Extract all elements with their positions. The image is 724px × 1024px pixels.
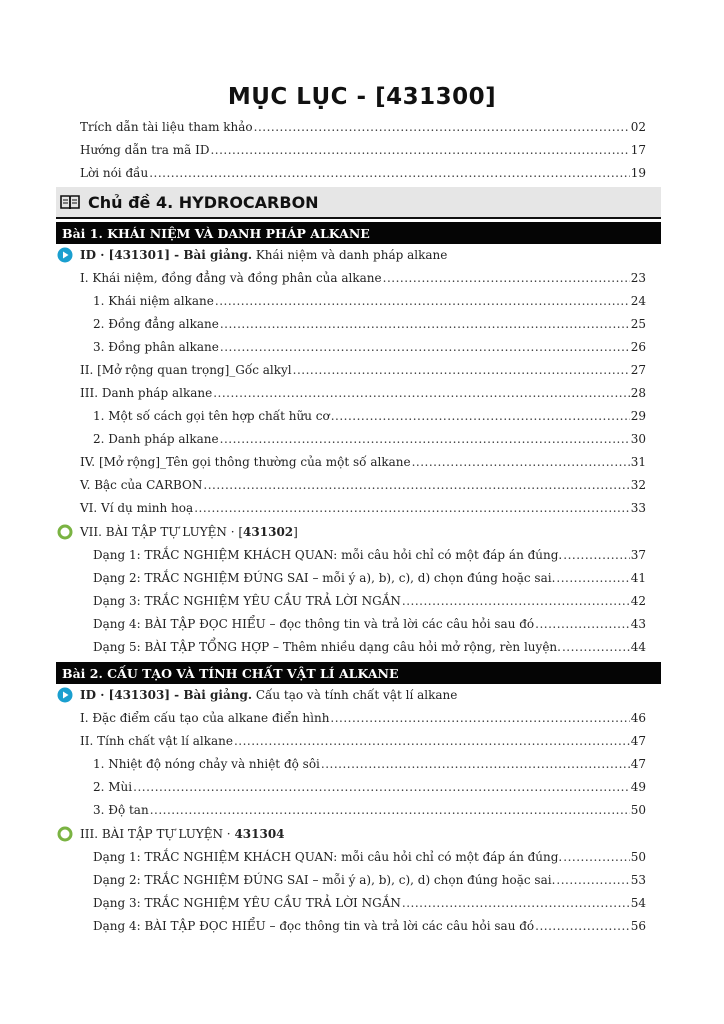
entry-label: I. Khái niệm, đồng đẳng và đồng phân của alkane (80, 271, 382, 285)
page-number: 54 (630, 896, 646, 910)
entry-label: VI. Ví dụ minh hoạ (80, 501, 194, 515)
practice-id: 431302 (243, 525, 294, 539)
toc-entry[interactable] (0, 452, 724, 474)
toc-entry[interactable] (0, 291, 724, 313)
page-number: 02 (630, 120, 646, 134)
toc-entry[interactable] (0, 360, 724, 382)
toc-entry[interactable] (0, 870, 724, 892)
leader-dots (133, 780, 630, 794)
leader-dots (412, 455, 630, 469)
toc-entry[interactable] (0, 637, 724, 659)
toc-entry[interactable] (0, 754, 724, 776)
toc-entry[interactable] (0, 383, 724, 405)
page-title: MỤC LỤC - [431300] (227, 84, 497, 110)
page-number: 37 (630, 548, 646, 562)
lecture-title: Cấu tạo và tính chất vật lí alkane (252, 688, 458, 702)
entry-label: 3. Độ tan (93, 803, 149, 817)
page-number: 27 (630, 363, 646, 377)
page-number: 53 (630, 873, 646, 887)
lesson-title: Bài 1. KHÁI NIỆM VÀ DANH PHÁP ALKANE (62, 225, 370, 241)
toc-entry[interactable] (0, 708, 724, 730)
toc-entry[interactable] (0, 568, 724, 590)
page-number: 17 (630, 143, 646, 157)
practice-entry[interactable] (0, 824, 724, 846)
entry-label: Dạng 2: TRẮC NGHIỆM ĐÚNG SAI – mỗi ý a), b), c), d) chọn đúng hoặc sai. (93, 873, 556, 887)
practice-entry[interactable] (0, 522, 724, 544)
entry-label: 1. Khái niệm alkane (93, 294, 214, 308)
entry-label: Dạng 3: TRẮC NGHIỆM YÊU CẦU TRẢ LỜI NGẮN (93, 896, 401, 910)
toc-entry[interactable] (0, 163, 724, 185)
page-number: 26 (630, 340, 646, 354)
toc-entry[interactable] (0, 337, 724, 359)
leader-dots (194, 501, 630, 515)
toc-entry[interactable] (0, 406, 724, 428)
leader-dots (213, 386, 630, 400)
entry-label: V. Bậc của CARBON (80, 478, 203, 492)
entry-label: 1. Một số cách gọi tên hợp chất hữu cơ (93, 409, 330, 423)
leader-dots (220, 317, 630, 331)
toc-entry[interactable] (0, 800, 724, 822)
toc-entry[interactable] (0, 475, 724, 497)
page-number: 47 (630, 734, 646, 748)
page-number: 33 (630, 501, 646, 515)
entry-label: Dạng 5: BÀI TẬP TỔNG HỢP – Thêm nhiều dạng câu hỏi mở rộng, rèn luyện. (93, 640, 561, 654)
page-number: 56 (630, 919, 646, 933)
toc-entry[interactable] (0, 429, 724, 451)
entry-label: 2. Danh pháp alkane (93, 432, 219, 446)
page-number: 19 (630, 166, 646, 180)
page-number: 29 (630, 409, 646, 423)
page-number: 46 (630, 711, 646, 725)
page-number: 50 (630, 850, 646, 864)
page-number: 31 (630, 455, 646, 469)
leader-dots (293, 363, 630, 377)
entry-label: Dạng 4: BÀI TẬP ĐỌC HIỂU – đọc thông tin và trả lời các câu hỏi sau đó (93, 617, 535, 631)
practice-bracket: ] (293, 525, 298, 539)
toc-entry[interactable] (0, 731, 724, 753)
lesson-banner (56, 222, 661, 244)
toc-entry[interactable] (0, 314, 724, 336)
page-number: 44 (630, 640, 646, 654)
entry-label: 1. Nhiệt độ nóng chảy và nhiệt độ sôi (93, 757, 320, 771)
leader-dots (562, 640, 630, 654)
lesson-title: Bài 2. CẤU TẠO VÀ TÍNH CHẤT VẬT LÍ ALKANE (62, 665, 399, 681)
leader-dots (563, 548, 629, 562)
toc-entry[interactable] (0, 140, 724, 162)
entry-label: II. [Mở rộng quan trọng]_Gốc alkyl (80, 363, 292, 377)
play-circle-icon (57, 687, 73, 703)
entry-label: 2. Đồng đẳng alkane (93, 317, 219, 331)
lecture-id: ID · [431301] - Bài giảng. (80, 248, 253, 262)
entry-label: Dạng 3: TRẮC NGHIỆM YÊU CẦU TRẢ LỜI NGẮN (93, 594, 401, 608)
lecture-entry[interactable] (0, 245, 724, 267)
entry-label: 3. Đồng phân alkane (93, 340, 219, 354)
open-book-icon (60, 194, 80, 210)
leader-dots (535, 919, 630, 933)
page-number: 42 (630, 594, 646, 608)
leader-dots (402, 896, 630, 910)
entry-label: III. Danh pháp alkane (80, 386, 213, 400)
leader-dots (563, 850, 629, 864)
entry-label: Dạng 1: TRẮC NGHIỆM KHÁCH QUAN: mỗi câu hỏi chỉ có một đáp án đúng. (93, 850, 563, 864)
page-number: 41 (630, 571, 646, 585)
leader-dots (556, 571, 629, 585)
leader-dots (234, 734, 630, 748)
leader-dots (220, 432, 630, 446)
leader-dots (203, 478, 629, 492)
entry-label: Hướng dẫn tra mã ID (80, 143, 210, 157)
leader-dots (321, 757, 630, 771)
entry-label: Trích dẫn tài liệu tham khảo (80, 120, 253, 134)
leader-dots (402, 594, 630, 608)
leader-dots (383, 271, 630, 285)
toc-entry[interactable] (0, 777, 724, 799)
toc-entry[interactable] (0, 893, 724, 915)
toc-entry[interactable] (0, 916, 724, 938)
page-number: 32 (630, 478, 646, 492)
page-number: 24 (630, 294, 646, 308)
leader-dots (210, 143, 629, 157)
toc-entry[interactable] (0, 847, 724, 869)
page-number: 43 (630, 617, 646, 631)
page-number: 25 (630, 317, 646, 331)
entry-label: I. Đặc điểm cấu tạo của alkane điển hình (80, 711, 330, 725)
page-number: 49 (630, 780, 646, 794)
page-number: 23 (630, 271, 646, 285)
entry-label: II. Tính chất vật lí alkane (80, 734, 233, 748)
toc-entry[interactable] (0, 498, 724, 520)
leader-dots (220, 340, 630, 354)
page-number: 50 (630, 803, 646, 817)
practice-id: 431304 (234, 827, 285, 841)
leader-dots (330, 711, 629, 725)
toc-entry[interactable] (0, 268, 724, 290)
entry-label: IV. [Mở rộng]_Tên gọi thông thường của một số alkane (80, 455, 411, 469)
ring-icon (57, 524, 73, 540)
practice-title: VII. BÀI TẬP TỰ LUYỆN · [ (80, 525, 244, 539)
leader-dots (535, 617, 630, 631)
lecture-title: Khái niệm và danh pháp alkane (252, 248, 448, 262)
entry-label: Dạng 1: TRẮC NGHIỆM KHÁCH QUAN: mỗi câu hỏi chỉ có một đáp án đúng. (93, 548, 563, 562)
ring-icon (57, 826, 73, 842)
entry-label: Dạng 4: BÀI TẬP ĐỌC HIỂU – đọc thông tin và trả lời các câu hỏi sau đó (93, 919, 535, 933)
page-number: 47 (630, 757, 646, 771)
toc-entry[interactable] (0, 545, 724, 567)
toc-entry[interactable] (0, 591, 724, 613)
play-circle-icon (57, 247, 73, 263)
practice-title: III. BÀI TẬP TỰ LUYỆN · (80, 827, 235, 841)
topic-header (56, 187, 661, 219)
leader-dots (556, 873, 629, 887)
lesson-banner (56, 662, 661, 684)
entry-label: Lời nói đầu (80, 166, 149, 180)
leader-dots (150, 803, 630, 817)
entry-label: Dạng 2: TRẮC NGHIỆM ĐÚNG SAI – mỗi ý a), b), c), d) chọn đúng hoặc sai. (93, 571, 556, 585)
lecture-id: ID · [431303] - Bài giảng. (80, 688, 253, 702)
topic-title: Chủ đề 4. HYDROCARBON (88, 192, 319, 212)
toc-entry[interactable] (0, 117, 724, 139)
leader-dots (254, 120, 630, 134)
leader-dots (149, 166, 630, 180)
leader-dots (331, 409, 630, 423)
page-number: 30 (630, 432, 646, 446)
leader-dots (215, 294, 630, 308)
toc-entry[interactable] (0, 614, 724, 636)
page-number: 28 (630, 386, 646, 400)
entry-label: 2. Mùi (93, 780, 133, 794)
lecture-entry[interactable] (0, 685, 724, 707)
